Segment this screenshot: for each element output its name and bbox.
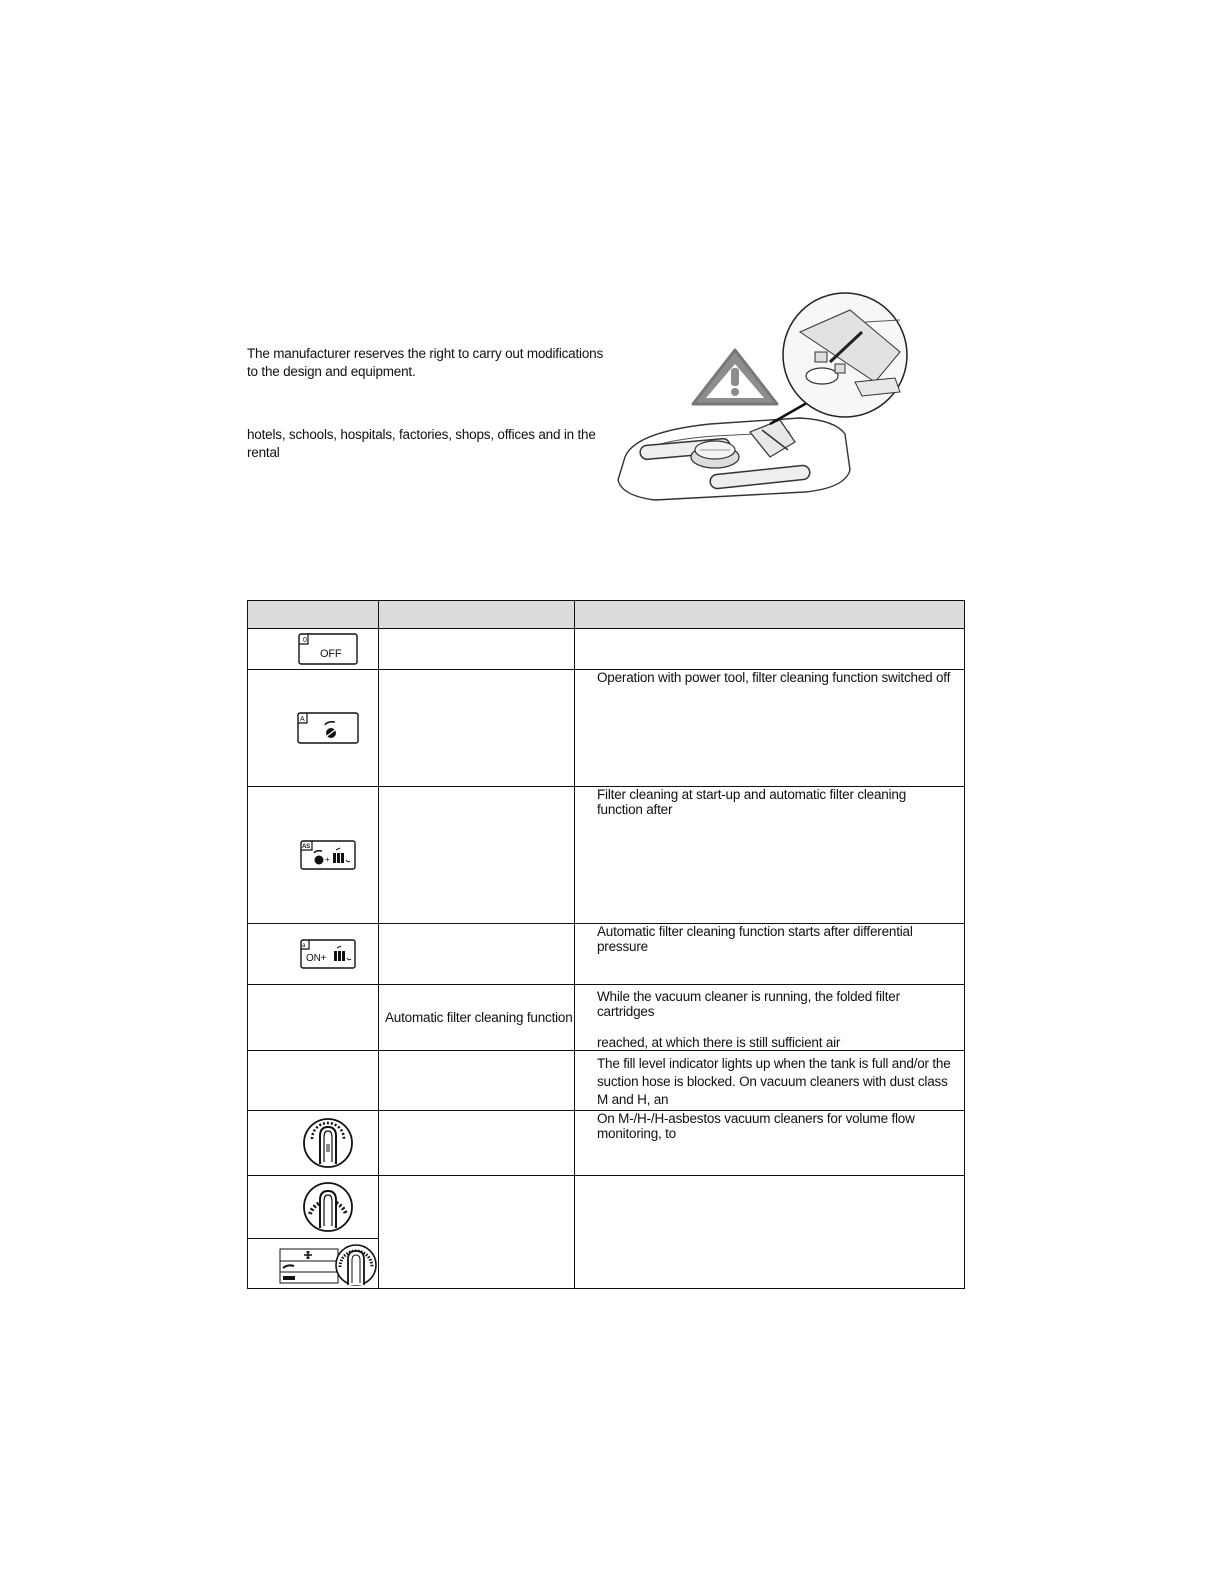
suction-power-dial-icon	[302, 1180, 354, 1234]
header-description	[575, 601, 965, 629]
row-description: Automatic filter cleaning function starts after differential pressure	[575, 924, 965, 985]
on-auto-filter-icon	[300, 939, 356, 969]
intro-paragraph-2: hotels, schools, hospitals, factories, shops, offices and in the rental	[247, 427, 596, 460]
row-name	[379, 924, 575, 985]
row-name: Automatic filter cleaning function	[379, 985, 575, 1051]
row-name	[379, 1111, 575, 1176]
svg-text:A: A	[299, 716, 305, 723]
table-row	[248, 1051, 965, 1111]
svg-text:a: a	[301, 943, 305, 949]
table-row	[248, 1111, 965, 1176]
row-description	[575, 985, 965, 1051]
row-name	[379, 787, 575, 924]
row-description: Filter cleaning at start-up and automatic filter cleaning function after	[575, 787, 965, 924]
row-description: Operation with power tool, filter cleaning function switched off	[575, 670, 965, 787]
header-name	[379, 601, 575, 629]
off-switch-icon	[298, 633, 358, 665]
svg-text:AS: AS	[301, 844, 310, 850]
warning-triangle-icon	[693, 350, 777, 404]
manual-mode-icon	[297, 712, 359, 744]
auto-filter-start-icon	[300, 840, 356, 870]
svg-text:OFF: OFF	[319, 648, 342, 660]
vacuum-cleaner-illustration	[600, 292, 920, 507]
row-name	[379, 1051, 575, 1111]
vacuum-drawing	[600, 292, 920, 507]
volume-flow-dial-icon	[302, 1116, 354, 1170]
hose-diameter-setting-icon	[278, 1241, 378, 1287]
intro-paragraph-1: The manufacturer reserves the right to carry out modifications to the design and equipment.	[247, 346, 604, 379]
svg-text:ON+: ON+	[305, 953, 326, 964]
svg-text:0: 0	[302, 637, 307, 644]
row-name	[379, 629, 575, 670]
row-description: The fill level indicator lights up when the tank is full and/or the suction hose is blocked. On vacuum cleaners with dust class M and H, an	[575, 1051, 965, 1111]
row-name	[379, 1176, 575, 1289]
table-row	[248, 670, 965, 787]
description-line-2: reached, at which there is still sufficient air	[597, 1035, 841, 1050]
row-description	[575, 629, 965, 670]
svg-text:+: +	[324, 855, 330, 864]
header-symbol	[248, 601, 379, 629]
table-row	[248, 787, 965, 924]
table-row	[248, 629, 965, 670]
table-row	[248, 924, 965, 985]
row-name	[379, 670, 575, 787]
description-line-1: While the vacuum cleaner is running, the folded filter cartridges	[597, 989, 900, 1019]
row-description	[575, 1176, 965, 1289]
table-row	[248, 985, 965, 1051]
table-row	[248, 1176, 965, 1239]
controls-table	[247, 600, 965, 1289]
row-description: On M-/H-/H-asbestos vacuum cleaners for volume flow monitoring, to	[575, 1111, 965, 1176]
table-header-row	[248, 601, 965, 629]
